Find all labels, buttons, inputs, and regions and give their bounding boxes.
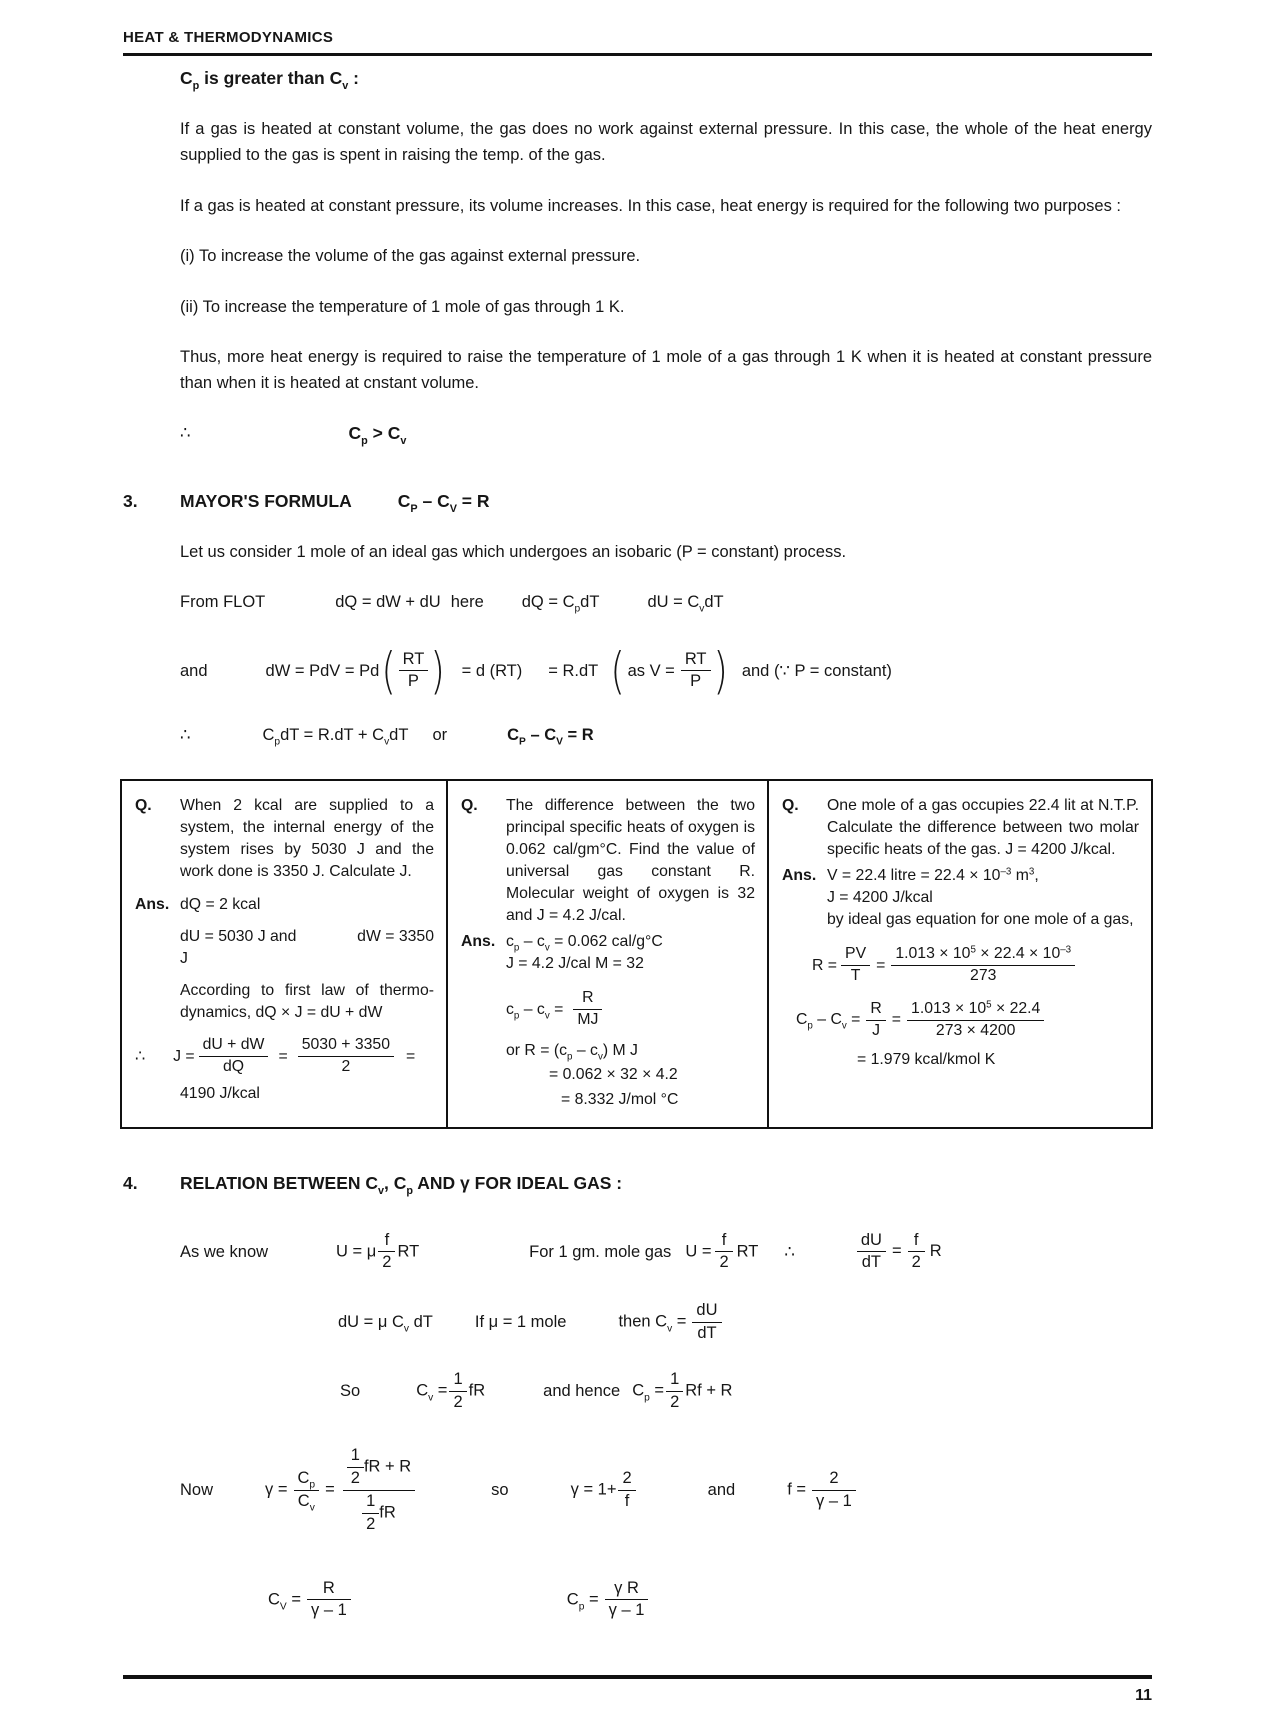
equals: = — [278, 1047, 288, 1065]
answer-label: Ans. — [135, 895, 170, 913]
dw-pdv: dW = PdV = Pd — [265, 661, 380, 680]
fraction-numeric — [907, 1000, 1044, 1041]
worked-examples-box — [120, 779, 1153, 1129]
formula-cp-gt-cv — [349, 419, 407, 447]
rf-plus-r: Rf + R — [685, 1381, 733, 1400]
numerator-f: f — [908, 1231, 925, 1253]
volume-line — [827, 865, 1134, 887]
fraction-2-gamma-1 — [812, 1469, 856, 1512]
fr: fR — [379, 1503, 396, 1522]
j-equals: J = — [173, 1047, 195, 1065]
flot-here: here — [450, 593, 484, 612]
p-subscript: p — [567, 1051, 573, 1063]
numerator: 5030 + 3350 — [298, 1036, 394, 1057]
c: C — [297, 1491, 310, 1510]
cp-half-rf — [632, 1370, 732, 1413]
v-value: V = 22.4 litre = 22.4 × 10 — [827, 866, 1001, 884]
cv-symbol: C — [329, 68, 343, 88]
numerator-du: dU — [857, 1231, 886, 1253]
value: = 0.062 cal/g°C — [549, 933, 663, 951]
du-dt-equation — [857, 1231, 942, 1274]
u-mu-frt — [336, 1231, 419, 1274]
minus-c: – c — [572, 1042, 598, 1060]
numerator-2: 2 — [812, 1469, 856, 1491]
numerator-pv: PV — [841, 945, 870, 966]
minus: – — [525, 726, 545, 745]
numerator-du: dU — [692, 1301, 721, 1323]
gamma-symbol: γ — [460, 1172, 470, 1193]
example-column-1 — [122, 781, 448, 1127]
numerator-rt: RT — [681, 650, 711, 672]
value: 1.013 × 10 — [895, 945, 971, 963]
c: c — [506, 933, 514, 951]
j-line: J = 4200 J/kcal — [827, 888, 933, 906]
dq-cp: dQ = C — [521, 593, 575, 612]
fr: fR — [468, 1381, 486, 1400]
c: C — [268, 1590, 280, 1609]
answer-row — [461, 931, 755, 975]
paragraph-constant-pressure: If a gas is heated at constant pressure, its volume increases. In this case, heat energy is required for the following two purposes : — [180, 196, 1121, 215]
denominator-gamma-1: γ – 1 — [608, 1601, 645, 1620]
equals: = — [846, 1011, 861, 1029]
question-text: The difference between the two principal specific heats of oxygen is 0.062 cal/gm°C. Find the value of universal gas constant R. Molecular weight of oxygen is 32 and J = 4.2 J/cal. — [506, 796, 755, 925]
v-subscript: v — [309, 1502, 315, 1514]
equals: = — [672, 1312, 687, 1331]
cp-symbol: C — [180, 68, 193, 88]
mayors-formula — [398, 487, 490, 515]
section-4-heading — [123, 1169, 1152, 1197]
exp-5: 5 — [970, 944, 976, 956]
heading-colon: : — [348, 68, 359, 88]
fraction-r-gamma-1 — [307, 1579, 351, 1622]
equals: = — [891, 1242, 902, 1261]
result-1979: = 1.979 kcal/kmol K — [857, 1050, 996, 1068]
cpdt-equation — [263, 722, 409, 748]
fr-plus-r: fR + R — [363, 1458, 412, 1477]
example-column-3 — [769, 781, 1151, 1127]
p-subscript: p — [309, 1479, 316, 1491]
gamma-equals: γ = — [265, 1480, 288, 1499]
numerator-r: R — [307, 1579, 351, 1601]
denominator-2: 2 — [366, 1514, 376, 1533]
p-subscript: p — [807, 1020, 813, 1032]
denominator-gamma-1: γ – 1 — [816, 1491, 852, 1510]
u-equals: U = — [685, 1242, 712, 1261]
equals: = — [891, 1011, 902, 1029]
dw-value: dW = 3350 — [357, 928, 434, 946]
du-value: dU = 5030 J and — [180, 928, 297, 946]
cv-symbol: C — [544, 726, 557, 745]
denominator: 2 — [341, 1058, 351, 1076]
therefore-symbol: ∴ — [135, 1047, 146, 1065]
du-mu-cvdt — [338, 1309, 433, 1335]
page-header-title: HEAT & THERMODYNAMICS — [123, 29, 334, 46]
fraction-du-dt — [692, 1301, 721, 1344]
title-part: AND — [413, 1172, 461, 1193]
cp-final — [567, 1579, 649, 1622]
dt: dT — [580, 593, 600, 612]
heading-cp-greater-than-cv — [180, 64, 1152, 92]
numerator-1: 1 — [347, 1446, 364, 1468]
example-column-2 — [448, 781, 769, 1127]
heading-mid-text: is greater than — [199, 68, 330, 88]
cp-symbol: C — [397, 490, 411, 511]
c: C — [796, 1011, 808, 1029]
rt: RT — [736, 1242, 759, 1261]
answer-line-dq: dQ = 2 kcal — [180, 895, 261, 913]
and-p-constant: and (∵ P = constant) — [741, 661, 892, 680]
v-subscript: v — [378, 1184, 385, 1197]
r-equation-row — [812, 945, 1139, 986]
numerator-r: R — [573, 989, 602, 1010]
numerator-f: f — [378, 1231, 395, 1253]
equals: = — [286, 1590, 301, 1609]
question-label: Q. — [782, 796, 799, 814]
fraction-r-j — [866, 1000, 885, 1041]
c: c — [506, 1000, 514, 1018]
title-part: FOR IDEAL GAS : — [469, 1172, 623, 1193]
equals: = — [876, 956, 886, 974]
c: C — [566, 1590, 579, 1609]
v-subscript: v — [667, 1323, 673, 1335]
so-label: So — [340, 1381, 361, 1400]
numerator-cp — [294, 1469, 320, 1491]
c: C — [632, 1381, 645, 1400]
c: C — [416, 1381, 429, 1400]
numerator: dU + dW — [199, 1036, 269, 1057]
v-subscript: V — [279, 1600, 287, 1612]
list-item-i: (i) To increase the volume of the gas against external pressure. — [180, 247, 641, 266]
fraction-f-2 — [715, 1231, 732, 1274]
value: × 22.4 — [991, 1000, 1041, 1018]
question-row — [461, 795, 755, 928]
fraction-1-2 — [666, 1370, 683, 1413]
numerator-rt: RT — [399, 650, 429, 672]
numerator-half-fr-r — [343, 1446, 415, 1491]
v-subscript: v — [428, 1392, 434, 1404]
u-frt — [685, 1231, 758, 1274]
question-label: Q. — [461, 796, 478, 814]
equals: = — [433, 1381, 448, 1400]
answer-line-j: J — [180, 950, 188, 968]
denominator-2: 2 — [453, 1392, 463, 1411]
work-formula-row: and dW = PdV = Pd ( $\frac{RT}{P}$ ) = d (RT) = R.dT ( as V = $\frac{RT}{P}$ ) and (∵ P = constant) — [180, 641, 892, 700]
denominator-j: J — [872, 1022, 881, 1040]
fraction-5030-3350-2 — [298, 1036, 394, 1077]
header-rule — [123, 53, 1152, 56]
cp-cv-equation-row — [796, 1000, 1139, 1041]
denominator-2: 2 — [382, 1253, 392, 1272]
cp-subscript: p — [361, 434, 368, 447]
minus: – — [417, 490, 438, 511]
fraction-1-2 — [449, 1370, 466, 1413]
fraction-cp-cv — [294, 1469, 320, 1512]
answer-label: Ans. — [782, 866, 817, 884]
denominator-mj: MJ — [577, 1011, 599, 1029]
du-cv: dU = C — [647, 593, 700, 612]
numerator-f: f — [715, 1231, 732, 1253]
paragraph-isobaric-intro: Let us consider 1 mole of an ideal gas which undergoes an isobaric (P = constant) process. — [180, 542, 847, 561]
u-mu: U = μ — [336, 1242, 377, 1261]
comma: , — [1034, 866, 1039, 884]
gamma-1-2f — [571, 1469, 636, 1512]
section-4-number: 4. — [123, 1172, 138, 1193]
equals: = — [325, 1480, 335, 1499]
rt: RT — [397, 1242, 420, 1261]
cv-subscript: v — [400, 434, 407, 447]
denominator-cv — [294, 1491, 320, 1512]
minus-c: – c — [519, 1000, 545, 1018]
cp-symbol: C — [348, 422, 362, 443]
numerator-r: R — [866, 1000, 885, 1021]
as-we-know-label: As we know — [180, 1242, 269, 1261]
equals: = — [549, 1000, 564, 1018]
title-part: , C — [384, 1172, 407, 1193]
f-equals: f = — [787, 1480, 807, 1499]
cv-final — [268, 1579, 351, 1622]
p-subscript: p — [644, 1392, 650, 1404]
question-text: One mole of a gas occupies 22.4 lit at N.T.P. Calculate the difference between two molar specific heats of the gas. J = 4200 J/kcal. — [827, 796, 1139, 858]
cv-subscript: v — [342, 79, 349, 92]
cv-symbol: C — [387, 422, 401, 443]
question-text: When 2 kcal are supplied to a system, the internal energy of the system rises by 5030 J and the work done is 3350 J. Calculate J. — [180, 796, 434, 880]
du-mu-c: dU = μ C — [338, 1313, 404, 1332]
flot-row — [180, 589, 1152, 615]
fraction-pv-t — [841, 945, 870, 986]
cp-symbol: C — [507, 726, 520, 745]
denominator-dt: dT — [861, 1253, 882, 1272]
equals: = — [406, 1047, 416, 1065]
cv-half-fr — [416, 1370, 485, 1413]
cp-subscript: p — [574, 603, 581, 615]
minus-c: – C — [812, 1011, 842, 1029]
paragraph-constant-volume: If a gas is heated at constant volume, the gas does no work against external pressure. In this case, the whole of the heat energy supplied to the gas is spent in raising the temp. of the gas. — [180, 120, 1152, 165]
answer-label: Ans. — [461, 933, 496, 951]
mayors-conclusion-row — [180, 722, 1152, 748]
for-1-gm-mole: For 1 gm. mole gas — [529, 1242, 672, 1261]
p-subscript: p — [406, 1184, 414, 1197]
equals: = — [584, 1590, 599, 1609]
fraction-2-f — [618, 1469, 635, 1512]
big-fraction — [343, 1446, 415, 1534]
cp-minus-cv — [506, 999, 563, 1021]
fraction-f-2 — [378, 1231, 395, 1274]
value: × 22.4 × 10 — [975, 945, 1061, 963]
calc-line-1: = 0.062 × 32 × 4.2 — [549, 1066, 678, 1084]
answer-row — [135, 894, 434, 916]
then-cv-dudt — [618, 1301, 721, 1344]
section-4-title — [180, 1169, 622, 1197]
cp-cv-fraction-row — [506, 989, 755, 1030]
cv-symbol: C — [437, 490, 450, 511]
fraction-gamma-r-gamma-1 — [605, 1579, 649, 1622]
title-part: RELATION BETWEEN C — [180, 1172, 379, 1193]
p-subscript: p — [578, 1600, 585, 1612]
row-as-we-know — [180, 1231, 1152, 1274]
dt: dT — [389, 726, 409, 745]
denominator-2: 2 — [350, 1469, 360, 1488]
cp-minus-cv — [796, 1009, 860, 1031]
denominator-273: 273 — [970, 967, 997, 985]
dt: dT — [704, 593, 724, 612]
conclusion-row — [180, 419, 1152, 447]
j-m-line: J = 4.2 J/cal M = 32 — [506, 955, 644, 973]
p-subscript: p — [513, 942, 520, 954]
equals-r: = R — [562, 726, 594, 745]
minus-c: – c — [519, 933, 545, 951]
and-label: and — [180, 661, 208, 680]
cp-subscript: p — [192, 79, 200, 92]
c: C — [262, 726, 275, 745]
v-subscript: v — [544, 1010, 550, 1022]
denominator: 273 × 4200 — [935, 1022, 1016, 1040]
denominator-2: 2 — [670, 1392, 680, 1411]
row-cv-cp-final — [180, 1579, 1152, 1622]
equals-r: = R — [456, 490, 490, 511]
and-hence-label: and hence — [543, 1381, 621, 1400]
so-label: so — [491, 1481, 509, 1500]
calc-line-2: = 8.332 J/mol °C — [561, 1090, 679, 1108]
now-label: Now — [180, 1481, 214, 1500]
greater-than: > — [367, 422, 388, 443]
mid: dT = R.dT + C — [280, 726, 385, 745]
or-label: or — [432, 726, 448, 745]
cv-subscript: v — [699, 603, 705, 615]
r: R — [929, 1242, 942, 1261]
numerator — [907, 1000, 1044, 1021]
exp-minus-3: –3 — [1000, 866, 1012, 878]
row-gamma — [180, 1446, 1152, 1534]
page-number: 11 — [1135, 1687, 1152, 1705]
flot-eq1: dQ = dW + dU — [335, 593, 441, 612]
cv-subscript: V — [449, 502, 457, 515]
as-v-equals: as V = — [627, 661, 675, 680]
fraction-1-2 — [362, 1492, 379, 1535]
gamma-1-plus: γ = 1+ — [570, 1480, 617, 1499]
cp-cv-line — [506, 931, 663, 953]
m: m — [1011, 866, 1029, 884]
numerator-1: 1 — [449, 1370, 466, 1392]
cp-subscript: P — [519, 736, 526, 748]
or-r: or R = (c — [506, 1042, 568, 1060]
and-label: and — [707, 1481, 736, 1500]
mj: ) M J — [602, 1042, 638, 1060]
v-subscript: v — [403, 1323, 410, 1335]
denominator-p: P — [690, 672, 702, 691]
equals-rdt: = R.dT — [548, 661, 599, 680]
p-subscript: p — [274, 736, 281, 748]
denominator-gamma-1: γ – 1 — [310, 1601, 347, 1620]
numerator-1: 1 — [362, 1492, 379, 1514]
denominator-dt: dT — [697, 1324, 717, 1342]
answer-block — [506, 931, 663, 975]
section-3-number: 3. — [123, 490, 138, 511]
fraction-rt-p — [681, 650, 711, 693]
result-4190: 4190 J/kcal — [180, 1085, 260, 1103]
c: C — [297, 1469, 310, 1488]
question-row — [135, 795, 434, 883]
therefore-symbol: ∴ — [180, 423, 191, 442]
fraction-rt-p — [399, 650, 429, 693]
equals: = — [649, 1381, 665, 1400]
denominator-2: 2 — [719, 1253, 729, 1272]
answer-block — [827, 865, 1134, 931]
v-subscript: v — [544, 942, 550, 954]
d-rt: = d (RT) — [461, 661, 523, 680]
denominator-t: T — [850, 967, 861, 985]
fraction-r-mj — [573, 989, 602, 1030]
paragraph-thus-more-heat: Thus, more heat energy is required to raise the temperature of 1 mole of a gas through 1 K when it is heated at constant pressure than when it is heated at cnstant volume. — [180, 347, 1152, 393]
numerator — [891, 945, 1075, 966]
answer-line-du-dw — [180, 926, 434, 948]
denominator-f: f — [624, 1491, 630, 1510]
exp-3: 3 — [1028, 866, 1035, 878]
then-c: then C — [618, 1312, 668, 1331]
cp-subscript: P — [410, 502, 418, 515]
flot-eq3 — [647, 589, 723, 615]
flot-eq2 — [522, 589, 600, 615]
denominator-half-fr — [343, 1491, 415, 1535]
exp-minus-3: –3 — [1060, 944, 1072, 956]
fraction-f-2 — [908, 1231, 925, 1274]
list-item-ii: (ii) To increase the temperature of 1 mole of gas through 1 K. — [180, 297, 625, 316]
r-equals: R = — [812, 956, 838, 974]
f-2-gamma — [787, 1469, 856, 1512]
from-flot-label: From FLOT — [180, 593, 266, 612]
v-subscript: v — [384, 736, 390, 748]
denominator-2: 2 — [911, 1253, 921, 1272]
v-subscript: v — [597, 1051, 603, 1063]
formula-cp-minus-cv-r — [507, 722, 594, 748]
denominator: dQ — [222, 1058, 245, 1076]
gamma-cp-cv — [265, 1446, 415, 1534]
answer-row — [782, 865, 1139, 931]
p-subscript: p — [513, 1010, 520, 1022]
numerator-gamma-r: γ R — [605, 1579, 649, 1601]
first-law-paragraph: According to first law of thermo-dynamics, dQ × J = dU + dW — [180, 982, 434, 1022]
fraction-du-dt — [857, 1231, 886, 1274]
numerator-1: 1 — [666, 1370, 683, 1392]
fraction-numeric — [891, 945, 1075, 986]
therefore-symbol: ∴ — [180, 726, 191, 745]
value: 1.013 × 10 — [911, 1000, 987, 1018]
section-3-title: MAYOR'S FORMULA — [180, 490, 352, 511]
dt: dT — [409, 1313, 433, 1332]
cv-subscript: V — [556, 736, 563, 748]
fraction-1-2 — [347, 1446, 364, 1489]
ideal-gas-line: by ideal gas equation for one mole of a gas, — [827, 911, 1134, 929]
fraction-du-dw-dq — [199, 1036, 269, 1077]
numerator-2: 2 — [618, 1469, 635, 1491]
denominator-p: P — [407, 672, 419, 691]
or-r-line — [506, 1040, 755, 1062]
v-subscript: v — [841, 1020, 847, 1032]
row-so-cv — [180, 1370, 1152, 1413]
therefore-symbol: ∴ — [784, 1242, 795, 1261]
exp-5: 5 — [986, 999, 992, 1011]
j-calculation-row — [135, 1036, 434, 1077]
question-label: Q. — [135, 796, 152, 814]
row-du-mu-cv — [180, 1301, 1152, 1344]
if-mu-1-mole: If μ = 1 mole — [474, 1313, 567, 1332]
section-3-heading — [123, 487, 1152, 515]
question-row — [782, 795, 1139, 861]
